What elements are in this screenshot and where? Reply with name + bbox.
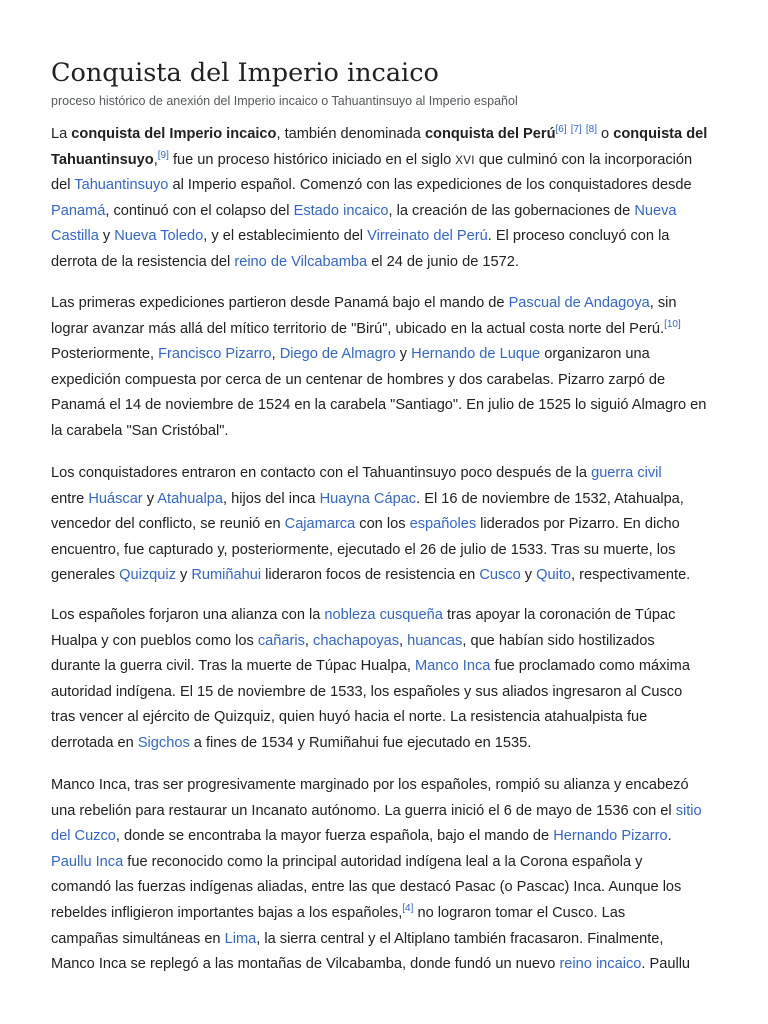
text-run: Los españoles forjaron una alianza con la [51, 607, 325, 623]
text-run: Panamá el 14 de noviembre de 1524 en la carabela "Santiago". En julio de 1525 lo siguió Almagro en [51, 397, 707, 414]
text-run: , sin [649, 295, 677, 311]
text-line [51, 368, 706, 394]
text-line [51, 901, 702, 927]
text-run: Las primeras expediciones partieron desde Panamá bajo el mando de [51, 295, 509, 311]
text-run: , [304, 632, 314, 649]
article-link[interactable]: Manco Inca [414, 658, 491, 675]
text-line [51, 199, 707, 225]
text-run: una rebelión para restaurar un Incanato autónomo. La guerra inició el 6 de mayo de 1536 con el [51, 802, 676, 819]
text-run: y [175, 567, 192, 584]
text-line [51, 538, 690, 564]
citation-link[interactable]: [7] [570, 124, 582, 136]
text-line [51, 654, 690, 680]
article-link[interactable]: reino de Vilcabamba [234, 253, 368, 270]
text-run: autoridad indígena. El 15 de noviembre de 1533, los españoles y sus aliados ingresaron al Cusco [51, 683, 683, 700]
text-line [51, 799, 702, 825]
article-link[interactable]: Nueva Toledo [114, 228, 204, 245]
text-run: , la sierra central y el Altiplano también fracasaron. Finalmente, [256, 930, 664, 947]
text-line [51, 342, 706, 368]
article-link[interactable]: nobleza cusqueña [324, 607, 443, 623]
article-link[interactable]: Francisco Pizarro [158, 346, 272, 363]
citation-link[interactable]: [4] [402, 903, 414, 915]
text-run: . [667, 828, 672, 845]
article-link[interactable]: Huayna Cápac [319, 490, 417, 507]
text-run: que culminó con la incorporación [474, 151, 693, 168]
text-run: y [520, 567, 537, 584]
text-line [51, 927, 702, 953]
text-run: Manco Inca se replegó a las montañas de Vilcabamba, donde fundó un nuevo [51, 956, 560, 973]
article-link[interactable]: Sigchos [137, 734, 190, 751]
text-line [51, 512, 690, 538]
text-run: , hijos del inca [223, 490, 320, 507]
text-run: , donde se encontraba la mayor fuerza española, bajo el mando de [115, 828, 554, 845]
bold-term: Tahuantinsuyo [51, 151, 154, 168]
text-run: , la creación de las gobernaciones de [388, 202, 635, 219]
text-line [51, 148, 707, 174]
paragraph [51, 291, 706, 445]
article-link[interactable]: Atahualpa [157, 490, 224, 507]
text-run: rebeldes infligieron importantes bajas a los españoles, [51, 904, 403, 921]
text-line [51, 224, 707, 250]
text-run: con los [355, 516, 410, 533]
text-run: lograr avanzar más allá del mítico territorio de "Birú", ubicado en la actual costa norte del Perú. [51, 320, 665, 337]
article-link[interactable]: del Cuzco [51, 828, 116, 845]
text-line [51, 705, 690, 731]
text-run: Manco Inca, tras ser progresivamente marginado por los españoles, rompió su alianza y encabezó [51, 777, 689, 793]
article-link[interactable]: Tahuantinsuyo [74, 177, 169, 194]
text-line [51, 461, 690, 487]
text-run: lideraron focos de resistencia en [261, 567, 480, 584]
text-run: organizaron una [540, 346, 650, 363]
article-link[interactable]: Castilla [51, 228, 99, 245]
text-run: y [395, 346, 412, 363]
text-run: fue reconocido como la principal autoridad indígena leal a la Corona española y [123, 853, 643, 870]
text-run: campañas simultáneas en [51, 930, 225, 947]
citation-link[interactable]: [9] [157, 149, 169, 161]
text-run: el 24 de junio de 1572. [367, 253, 519, 270]
text-run: , respectivamente. [571, 567, 691, 584]
text-line [51, 173, 707, 199]
article-link[interactable]: Paullu Inca [51, 853, 124, 870]
text-run: del [51, 177, 75, 194]
text-run: Hualpa y con pueblos como los [51, 632, 258, 649]
article-link[interactable]: huancas [407, 632, 463, 649]
text-run: , que habían sido hostilizados [462, 632, 655, 649]
text-run: a fines de 1534 y Rumiñahui fue ejecutado en 1535. [189, 734, 532, 751]
text-line [51, 291, 706, 317]
citation-link[interactable]: [8] [585, 124, 597, 136]
text-run: vencedor del conflicto, se reunió en [51, 516, 285, 533]
article-link[interactable]: Lima [224, 930, 257, 947]
text-line [51, 824, 702, 850]
bold-term: conquista del Perú [424, 126, 556, 142]
page-title: Conquista del Imperio incaico [51, 58, 439, 88]
text-line [51, 487, 690, 513]
citation-link[interactable]: [6] [555, 124, 567, 136]
article-link[interactable]: reino incaico [559, 956, 642, 973]
paragraph [51, 603, 690, 757]
text-line [51, 731, 690, 757]
paragraph [51, 122, 707, 276]
text-run: comandó las fuerzas indígenas aliadas, entre las que destacó Pasac (o Pascac) Inca. Aunque los [51, 879, 682, 896]
article-link[interactable]: cañaris [257, 632, 305, 649]
text-run: . El 16 de noviembre de 1532, Atahualpa, [416, 490, 684, 507]
text-run: entre [51, 490, 89, 507]
text-line [51, 419, 706, 445]
text-run: tras apoyar la coronación de Túpac [442, 607, 676, 623]
article-link[interactable]: Hernando de Luque [411, 346, 541, 363]
text-run: , [271, 346, 280, 363]
roman-numeral: XVI [455, 154, 475, 167]
text-run: encuentro, fue capturado y, posteriormente, ejecutado el 26 de julio de 1533. Tras su muerte, los [51, 541, 676, 558]
article-link[interactable]: Panamá [51, 202, 106, 219]
text-run: Posteriormente, [51, 346, 159, 363]
text-run: , y el establecimiento del [203, 228, 368, 245]
page-subtitle: proceso histórico de anexión del Imperio incaico o Tahuantinsuyo al Imperio español [51, 94, 518, 108]
text-line [51, 680, 690, 706]
text-line [51, 122, 707, 148]
article-link[interactable]: Virreinato del Perú [367, 228, 488, 245]
article-link[interactable]: Diego de Almagro [279, 346, 396, 363]
article-link[interactable]: Hernando Pizarro [553, 828, 668, 845]
text-run: derrotada en [51, 734, 138, 751]
text-run: no lograron tomar el Cusco. Las [413, 904, 626, 921]
text-run: , [153, 151, 158, 168]
text-run: o [597, 126, 614, 142]
text-run: durante la guerra civil. Tras la muerte de Túpac Hualpa, [51, 658, 415, 675]
article-link[interactable]: Rumiñahui [191, 567, 262, 584]
text-run: fue proclamado como máxima [490, 658, 690, 675]
text-line [51, 250, 707, 276]
paragraph [51, 461, 690, 589]
text-run: , [399, 632, 408, 649]
text-line [51, 393, 706, 419]
text-line [51, 773, 702, 799]
bold-term: conquista del [613, 126, 708, 142]
text-run: al Imperio español. Comenzó con las expediciones de los conquistadores desde [168, 177, 692, 194]
article-link[interactable]: Huáscar [88, 490, 143, 507]
article-link[interactable]: Cajamarca [284, 516, 356, 533]
text-run: la carabela "San Cristóbal". [51, 422, 229, 439]
text-line [51, 317, 706, 343]
text-run: liderados por Pizarro. En dicho [476, 516, 680, 533]
text-run: derrota de la resistencia del [51, 253, 235, 270]
citation-link[interactable]: [10] [664, 318, 681, 330]
article-link[interactable]: guerra civil [591, 465, 662, 481]
text-line [51, 629, 690, 655]
text-run: generales [51, 567, 120, 584]
text-line [51, 952, 702, 978]
article-link[interactable]: Nueva [634, 202, 677, 219]
text-run: . Paullu [641, 956, 691, 973]
text-run: , continuó con el colapso del [105, 202, 294, 219]
text-line [51, 875, 702, 901]
paragraph [51, 773, 702, 978]
text-run: fue un proceso histórico iniciado en el siglo [168, 151, 456, 168]
text-line [51, 563, 690, 589]
text-run: . El proceso concluyó con la [487, 228, 670, 245]
text-run: Los conquistadores entraron en contacto con el Tahuantinsuyo poco después de la [51, 465, 592, 481]
text-run: y [142, 490, 158, 507]
bold-term: conquista del Imperio incaico [71, 126, 277, 142]
article-link[interactable]: Quito [536, 567, 571, 584]
article-link[interactable]: Pascual de Andagoya [508, 295, 650, 311]
text-run: expedición compuesta por cerca de un centenar de hombres y dos carabelas. Pizarro zarpó de [51, 371, 666, 388]
article-link[interactable]: españoles [409, 516, 477, 533]
article-link[interactable]: sitio [675, 802, 702, 819]
text-run: tras vencer al ejército de Quizquiz, quien huyó hacia el norte. La resistencia atahualpista fue [51, 709, 648, 726]
text-line [51, 850, 702, 876]
article-link[interactable]: chachapoyas [313, 632, 400, 649]
article-link[interactable]: Quizquiz [119, 567, 176, 584]
text-run: La [51, 126, 72, 142]
text-line [51, 603, 690, 629]
article-link[interactable]: Estado incaico [293, 202, 389, 219]
text-run: , también denominada [276, 126, 425, 142]
text-run: y [98, 228, 115, 245]
article-link[interactable]: Cusco [479, 567, 521, 584]
